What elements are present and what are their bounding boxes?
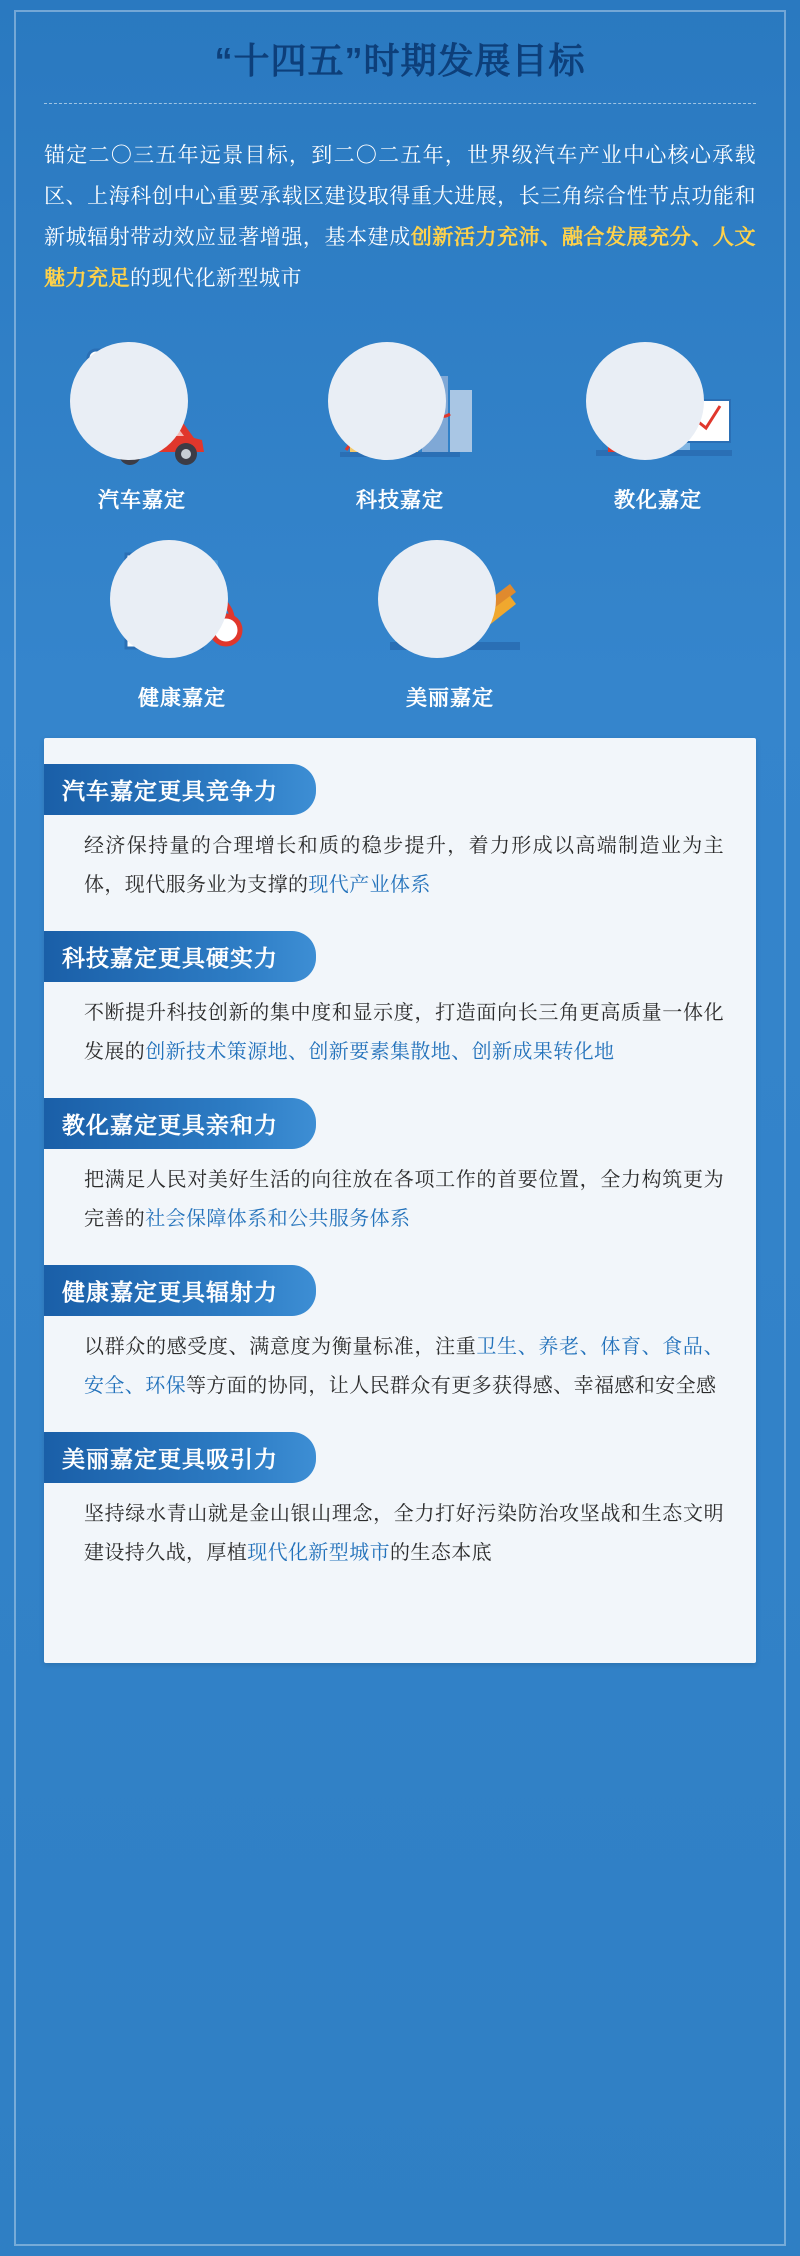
icon-cell-automobile [44,328,240,514]
page-title: “十四五”时期发展目标 [214,40,586,81]
goal-section-health [62,1265,730,1422]
goal-body-highlight: 卫生、养老、体育、食品、安全、环保 [84,1335,724,1397]
goal-body-part1: 把满足人民对美好生活的向往放在各项工作的首要位置，全力构筑更为完善的 [84,1168,724,1230]
gear-research-icon [310,328,490,478]
icon-circle-backdrop [378,540,496,658]
landmark-building-icon [360,526,540,676]
icon-label-education: 教化嘉定 [614,488,702,512]
icon-label-technology: 科技嘉定 [356,488,444,512]
title-block [44,28,756,120]
goal-heading: 健康嘉定更具辐射力 [44,1265,316,1316]
icon-cell-health [84,526,280,712]
goal-heading: 科技嘉定更具硬实力 [44,931,316,982]
goal-body-highlight: 创新技术策源地、创新要素集散地、创新成果转化地 [145,1040,615,1063]
icon-circle-backdrop [586,342,704,460]
icon-row-primary [44,328,756,514]
icon-circle-backdrop [328,342,446,460]
intro-highlight: 创新活力充沛、融合发展充分、人文魅力充足 [44,225,756,290]
stethoscope-checklist-icon [92,526,272,676]
intro-text-part1: 锚定二〇三五年远景目标，到二〇二五年，世界级汽车产业中心核心承载区、上海科创中心重要承载区建设取得重大进展，长三角综合性节点功能和新城辐射带动效应显著增强，基本建成 [44,143,756,249]
intro-text-part2: 的现代化新型城市 [130,266,302,290]
city-chart-icon [568,328,748,478]
goal-body [70,982,730,1088]
goal-body-part1: 不断提升科技创新的集中度和显示度，打造面向长三角更高质量一体化发展的 [84,1001,724,1063]
goal-body [70,1316,730,1422]
card-bottom-spacer [70,1599,730,1629]
goal-body-highlight: 现代产业体系 [308,873,431,896]
goal-section-technology [62,931,730,1088]
goal-body-part1: 坚持绿水青山就是金山银山理念，全力打好污染防治攻坚战和生态文明建设持久战，厚植 [84,1502,724,1564]
icon-cell-technology [302,328,498,514]
goal-section-education [62,1098,730,1255]
icon-circle-backdrop [110,540,228,658]
goal-heading: 教化嘉定更具亲和力 [44,1098,316,1149]
goal-body-highlight: 社会保障体系和公共服务体系 [145,1207,411,1230]
goals-card [44,738,756,1663]
icon-cell-education [560,328,756,514]
icon-label-health: 健康嘉定 [138,686,226,710]
icon-circle-backdrop [70,342,188,460]
intro-paragraph [44,120,756,310]
goal-body [70,1149,730,1255]
goal-section-automobile [62,764,730,921]
goal-body-part1: 以群众的感受度、满意度为衡量标准，注重 [84,1335,477,1358]
icon-row-secondary [44,526,756,712]
goal-body [70,1483,730,1589]
goal-section-beauty [62,1432,730,1589]
car-phone-icon [52,328,232,478]
title-divider [44,103,756,104]
goal-body [70,815,730,921]
goal-body-part2: 等方面的协同，让人民群众有更多获得感、幸福感和安全感 [186,1374,717,1397]
icon-label-beauty: 美丽嘉定 [406,686,494,710]
goal-heading: 汽车嘉定更具竞争力 [44,764,316,815]
goal-body-highlight: 现代化新型城市 [247,1541,391,1564]
icon-label-automobile: 汽车嘉定 [98,488,186,512]
goal-heading: 美丽嘉定更具吸引力 [44,1432,316,1483]
goal-body-part1: 经济保持量的合理增长和质的稳步提升，着力形成以高端制造业为主体，现代服务业为支撑的 [84,834,724,896]
goal-body-part2: 的生态本底 [390,1541,493,1564]
icon-cell-beauty [352,526,548,712]
